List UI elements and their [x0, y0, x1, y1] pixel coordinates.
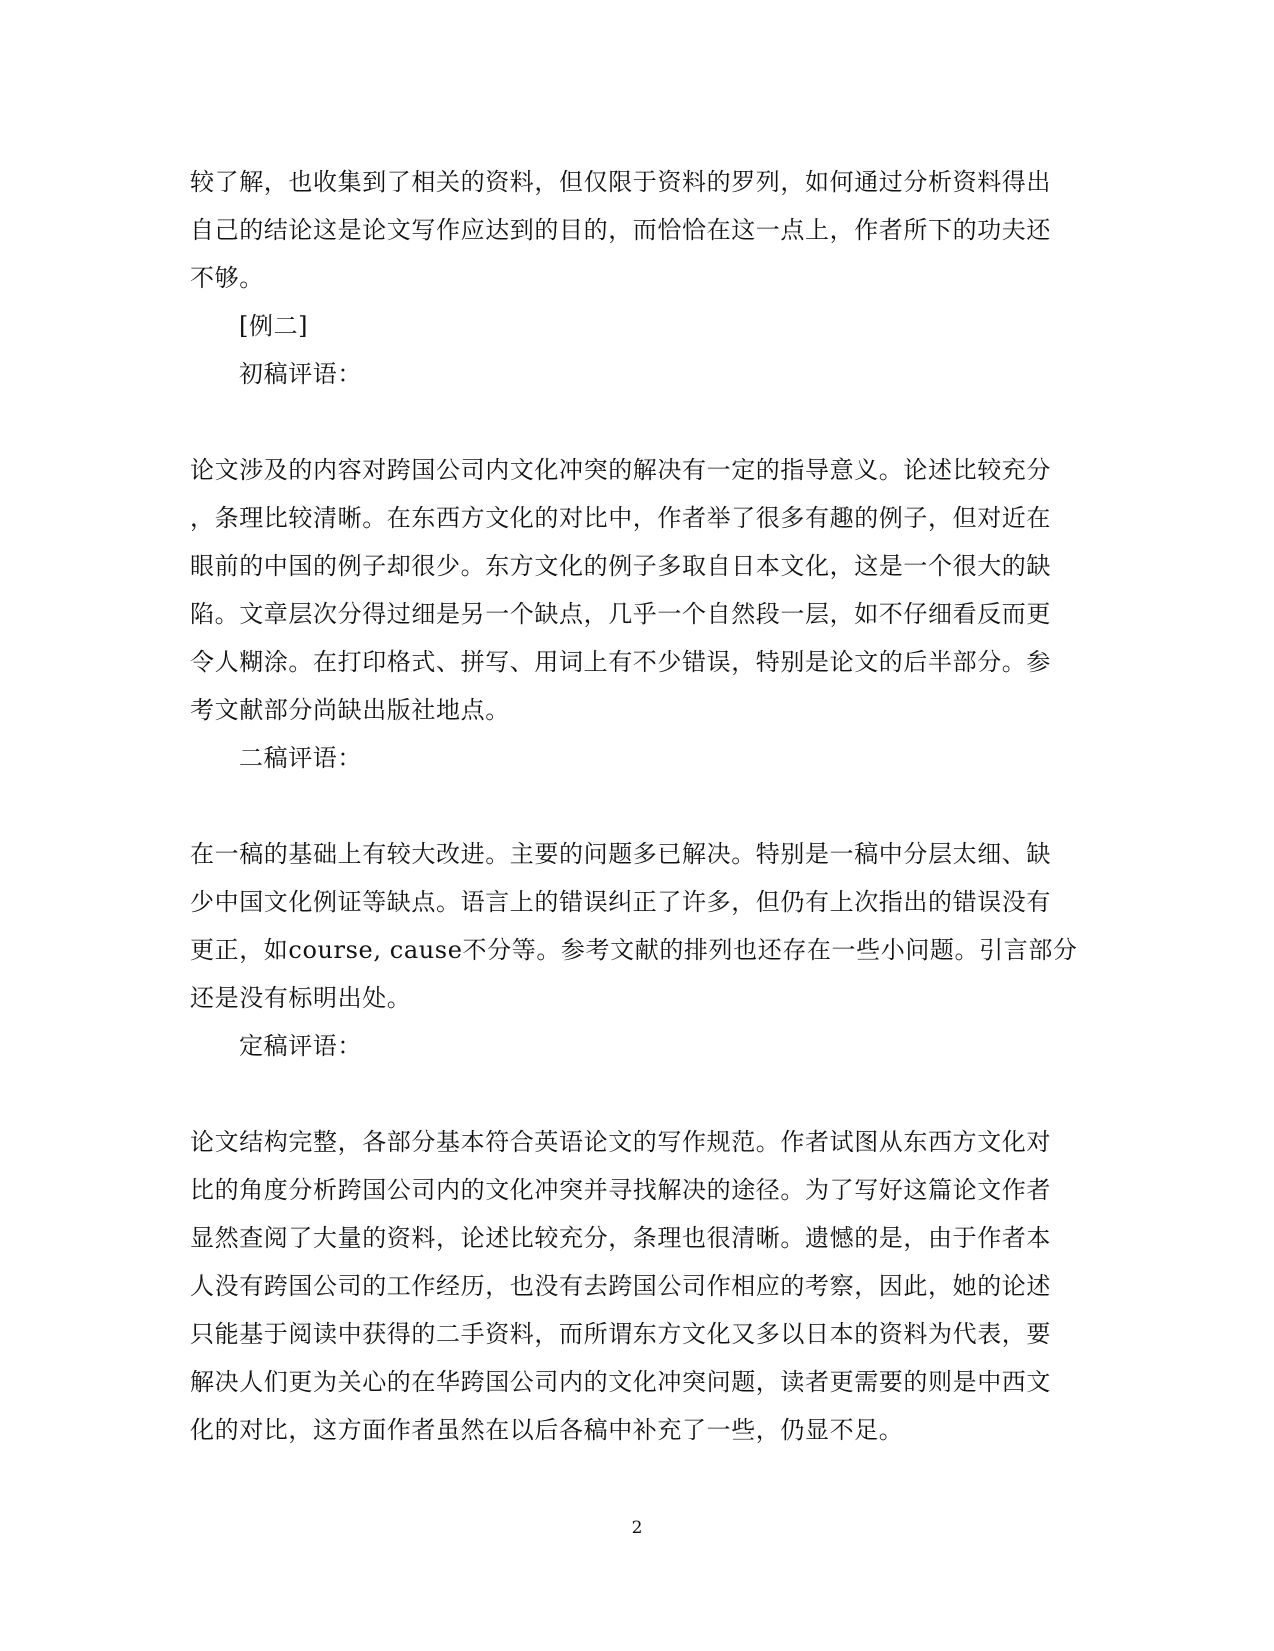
text-line: 令人糊涂。在打印格式、拼写、用词上有不少错误，特别是论文的后半部分。参 [190, 648, 1051, 676]
draft2-heading: 二稿评语： [239, 744, 362, 772]
text-line: 解决人们更为关心的在华跨国公司内的文化冲突问题，读者更需要的则是中西文 [190, 1368, 1051, 1396]
text-line: 在一稿的基础上有较大改进。主要的问题多已解决。特别是一稿中分层太细、缺 [190, 840, 1051, 868]
draft1-comment [190, 446, 1070, 734]
spacer [190, 782, 1070, 830]
text-line: 不够。 [190, 264, 264, 292]
final-comment [190, 1118, 1070, 1454]
text-line: 人没有跨国公司的工作经历，也没有去跨国公司作相应的考察，因此，她的论述 [190, 1272, 1051, 1300]
spacer [190, 1070, 1070, 1118]
page-body [190, 158, 1078, 1454]
text-line: 显然查阅了大量的资料，论述比较充分，条理也很清晰。遗憾的是，由于作者本 [190, 1224, 1051, 1252]
text-line: 自己的结论这是论文写作应达到的目的，而恰恰在这一点上，作者所下的功夫还 [190, 216, 1051, 244]
draft2-comment [190, 830, 1078, 1022]
text-line: 论文结构完整，各部分基本符合英语论文的写作规范。作者试图从东西方文化对 [190, 1128, 1051, 1156]
text-line: 较了解，也收集到了相关的资料，但仅限于资料的罗列，如何通过分析资料得出 [190, 168, 1051, 196]
text-line: 还是没有标明出处。 [190, 984, 412, 1012]
text-line: 只能基于阅读中获得的二手资料，而所谓东方文化又多以日本的资料为代表，要 [190, 1320, 1051, 1348]
text-line: 论文涉及的内容对跨国公司内文化冲突的解决有一定的指导意义。论述比较充分 [190, 456, 1051, 484]
text-line: 更正，如course, cause不分等。参考文献的排列也还存在一些小问题。引言部分 [190, 936, 1078, 964]
draft1-heading: 初稿评语： [239, 360, 362, 388]
example-heading: [例二] [239, 312, 309, 340]
text-line: 陷。文章层次分得过细是另一个缺点，几乎一个自然段一层，如不仔细看反而更 [190, 600, 1051, 628]
page-number: 2 [631, 1518, 643, 1538]
text-line: 考文献部分尚缺出版社地点。 [190, 696, 510, 724]
text-line: 比的角度分析跨国公司内的文化冲突并寻找解决的途径。为了写好这篇论文作者 [190, 1176, 1051, 1204]
text-line: 少中国文化例证等缺点。语言上的错误纠正了许多，但仍有上次指出的错误没有 [190, 888, 1051, 916]
text-line: ，条理比较清晰。在东西方文化的对比中，作者举了很多有趣的例子，但对近在 [190, 504, 1051, 532]
final-heading: 定稿评语： [239, 1032, 362, 1060]
text-line: 眼前的中国的例子却很少。东方文化的例子多取自日本文化，这是一个很大的缺 [190, 552, 1051, 580]
paragraph-continuation [190, 158, 1070, 302]
spacer [190, 398, 1070, 446]
text-line: 化的对比，这方面作者虽然在以后各稿中补充了一些，仍显不足。 [190, 1416, 904, 1444]
